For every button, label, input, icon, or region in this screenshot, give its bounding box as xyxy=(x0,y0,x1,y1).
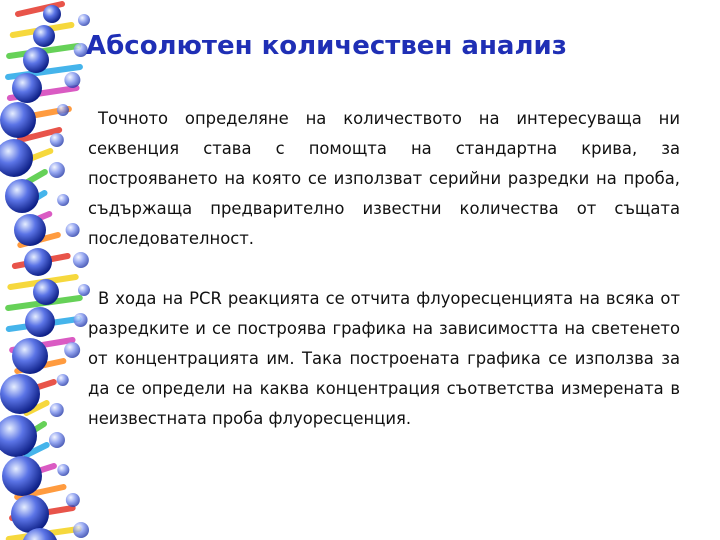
dna-sphere xyxy=(2,456,42,496)
dna-sphere-small xyxy=(57,464,69,476)
dna-sphere-small xyxy=(73,522,89,538)
dna-sphere-small xyxy=(57,194,69,206)
dna-sphere xyxy=(25,307,55,337)
dna-sphere xyxy=(0,374,40,414)
dna-sphere xyxy=(14,214,46,246)
page-title: Абсолютен количествен анализ xyxy=(86,31,567,61)
dna-sphere-small xyxy=(73,252,89,268)
dna-sphere xyxy=(11,495,49,533)
dna-sphere xyxy=(33,279,59,305)
dna-sphere-small xyxy=(78,14,90,26)
dna-helix-icon xyxy=(0,0,100,540)
dna-sphere xyxy=(0,102,36,138)
dna-sphere-small xyxy=(49,432,65,448)
dna-sphere-small xyxy=(50,403,64,417)
dna-sphere xyxy=(24,248,52,276)
dna-sphere-small xyxy=(49,162,65,178)
dna-sphere-small xyxy=(64,342,80,358)
dna-sphere-small xyxy=(66,223,80,237)
dna-sphere-small xyxy=(57,104,69,116)
dna-sphere-small xyxy=(50,133,64,147)
dna-sphere xyxy=(12,73,42,103)
dna-sphere-small xyxy=(57,374,69,386)
dna-sphere-small xyxy=(64,72,80,88)
slide-body xyxy=(88,104,680,434)
dna-sphere xyxy=(12,338,48,374)
dna-sphere xyxy=(33,25,55,47)
dna-sphere xyxy=(43,5,61,23)
dna-sphere xyxy=(5,179,39,213)
dna-spheres xyxy=(0,5,90,540)
paragraph-1: Точното определяне на количеството на интересуваща ни секвенция става с помощта на стандартна крива, за построяването на която се използват серийни разредки на проба, съдържаща предварително известни количества от същата последователност. xyxy=(88,109,680,248)
dna-sphere xyxy=(23,47,49,73)
dna-sphere-small xyxy=(74,313,88,327)
dna-sphere xyxy=(0,139,33,177)
paragraph-2: В хода на PCR реакцията се отчита флуоресценцията на всяка от разредките и се построява графика на зависимостта на светенето от концентрацията им. Така построената графика се използва за да се определи на каква концентрация съответства измерената в неизвестната проба флуоресценция. xyxy=(88,289,680,428)
dna-rung xyxy=(28,172,45,182)
dna-sphere-small xyxy=(66,493,80,507)
